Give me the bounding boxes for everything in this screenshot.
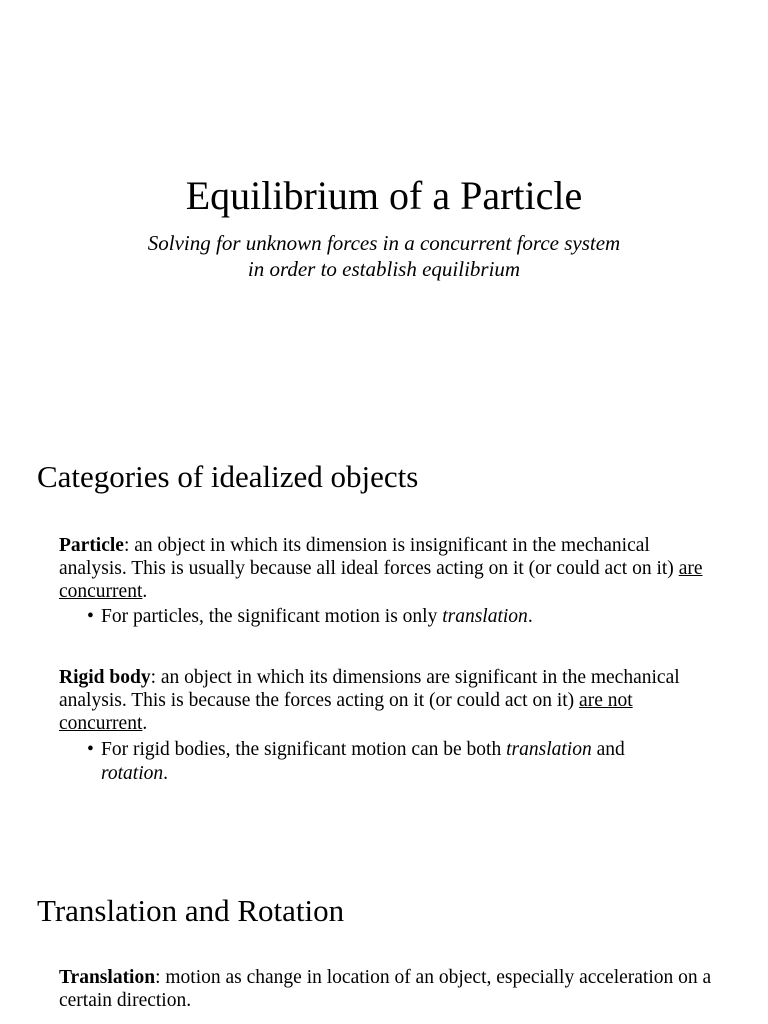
translation-text: : motion as change in location of an object, especially acceleration on a certain direction. [59, 967, 712, 1011]
particle-bullet-italic: translation [442, 606, 528, 627]
rigid-bullet-italic-2: rotation [101, 763, 164, 784]
bullet-icon: • [87, 606, 94, 627]
particle-bullet-text: For particles, the significant motion is only [101, 606, 443, 627]
rigid-body-underlined: are not concurrent [59, 690, 633, 734]
rigid-body-term: Rigid body [59, 667, 151, 688]
rigid-body-end: . [142, 713, 148, 734]
particle-end: . [142, 581, 148, 602]
page-title: Equilibrium of a Particle [185, 173, 583, 218]
rigid-bullet-end: . [163, 763, 168, 784]
rigid-body-bullet [87, 738, 727, 786]
particle-text: : an object in which its dimension is insignificant in the mechanical analysis. This is usually because all ideal forces acting on it (or could act on it) [59, 535, 679, 579]
subtitle-line-1: Solving for unknown forces in a concurrent force system [147, 231, 621, 255]
page-subtitle [0, 230, 768, 282]
particle-underlined: are concurrent [59, 558, 703, 602]
rigid-body-text: : an object in which its dimensions are significant in the mechanical analysis. This is because the forces acting on it (or could act on it) [59, 667, 680, 711]
section-heading-translation-rotation: Translation and Rotation [37, 893, 345, 928]
rigid-body-definition [59, 666, 719, 735]
translation-definition [59, 966, 719, 1012]
particle-definition [59, 534, 719, 603]
rigid-bullet-text: For rigid bodies, the significant motion can be both [101, 739, 507, 760]
rigid-bullet-italic-1: translation [506, 739, 592, 760]
translation-term: Translation [59, 967, 156, 988]
rigid-bullet-and: and [591, 739, 625, 760]
section-heading-categories: Categories of idealized objects [37, 459, 419, 494]
particle-term: Particle [59, 535, 124, 556]
subtitle-line-2: in order to establish equilibrium [247, 257, 521, 281]
particle-bullet [87, 605, 727, 629]
bullet-icon: • [87, 739, 94, 760]
particle-bullet-end: . [527, 606, 533, 627]
